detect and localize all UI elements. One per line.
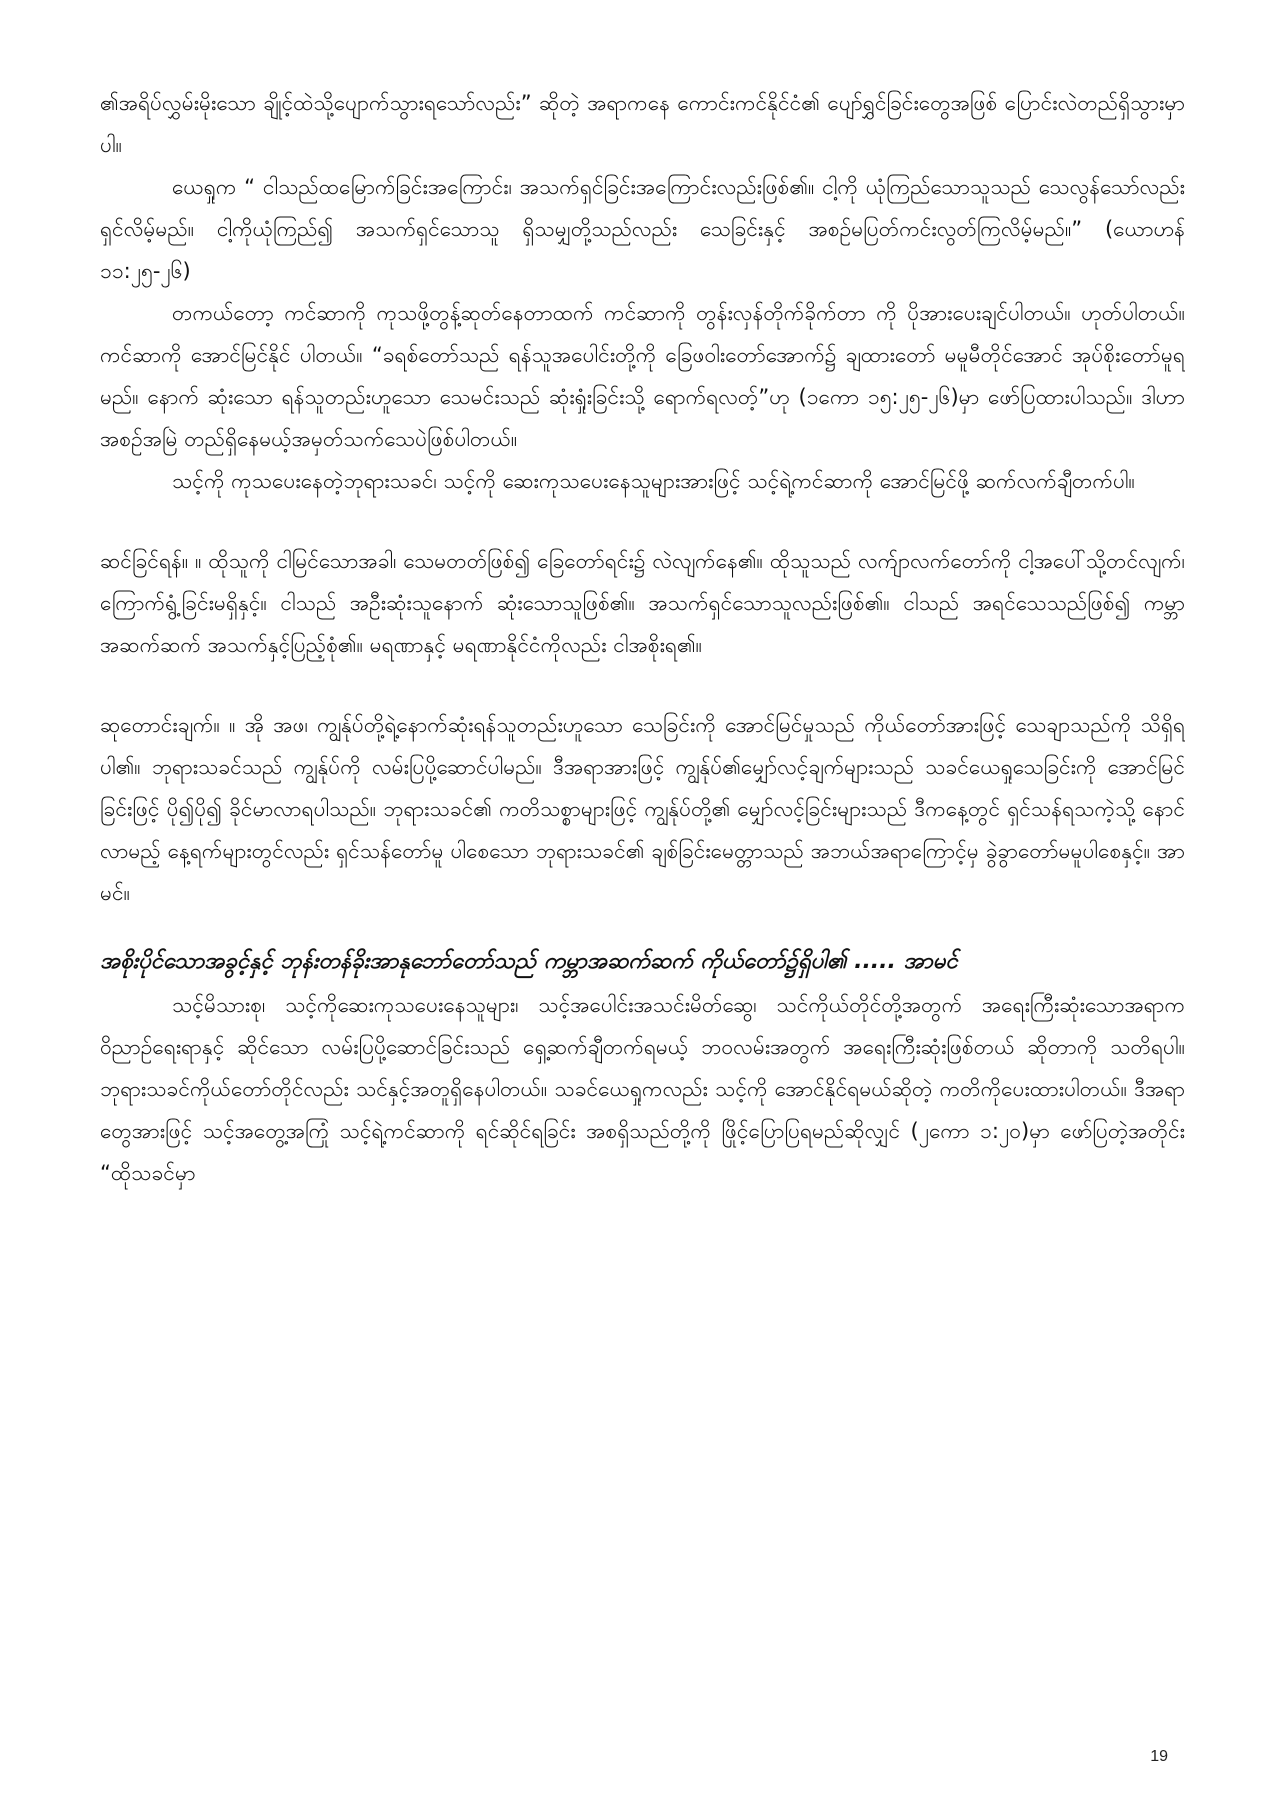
- paragraph-fight-cancer: တကယ်တော့ ကင်ဆာကို ကုသဖို့တွန့်ဆုတ်နေတာထက် ကင်ဆာကို တွန်းလှန်တိုက်ခိုက်တာ ကို ပိုအားပေးချင်ပါတယ်။ ဟုတ်ပါတယ်။ ကင်ဆာကို အောင်မြင်နိုင် ပါတယ်။ “ခရစ်တော်သည် ရန်သူအပေါင်းတို့ကို ခြေဖဝါးတော်အောက်၌ ချထားတော် မမူမီတိုင်အောင် အုပ်စိုးတော်မူရမည်။ နောက် ဆုံးသော ရန်သူတည်းဟူသော သေမင်းသည် ဆုံးရှုံးခြင်းသို့ ရောက်ရလတ့်”ဟု (၁ကော ၁၅:၂၅-၂၆)မှာ ဖော်ပြထားပါသည်။ ဒါဟာ အစဉ်အမြဲ တည်ရှိနေမယ့်အမှတ်သက်သေပဲဖြစ်ပါတယ်။: [100, 301, 1185, 451]
- document-page: [100, 82, 1185, 1732]
- spacer: [100, 914, 1185, 940]
- paragraph-reflection: ဆင်ခြင်ရန်။ ။ ထိုသူကို ငါမြင်သောအခါ၊ သေမတတ်ဖြစ်၍ ခြေတော်ရင်း၌ လဲလျက်နေ၏။ ထိုသူသည် လက်ျာလက်တော်ကို ငါ့အပေါ်သို့တင်လျက်၊ ကြောက်ရွံ့ခြင်းမရှိနှင့်။ ငါသည် အဦးဆုံးသူနောက် ဆုံးသောသူဖြစ်၏။ အသက်ရှင်သောသူလည်းဖြစ်၏။ ငါသည် အရင်သေသည်ဖြစ်၍ ကမ္ဘာအဆက်ဆက် အသက်နှင့်ပြည့်စုံ၏။ မရဏာနှင့် မရဏာနိုင်ငံကိုလည်း ငါအစိုးရ၏။: [100, 549, 1185, 657]
- paragraph-scripture-john: ယေရှုက “ ငါသည်ထမြောက်ခြင်းအကြောင်း၊ အသက်ရှင်ခြင်းအကြောင်းလည်းဖြစ်၏။ ငါ့ကို ယုံကြည်သောသူသည် သေလွန်သော်လည်း ရှင်လိမ့်မည်။ ငါ့ကိုယုံကြည်၍ အသက်ရှင်သောသူ ရှိသမျှတို့သည်လည်း သေခြင်းနှင့် အစဉ်မပြတ်ကင်းလွတ်ကြလိမ့်မည်။” (ယောဟန် ၁၁:၂၅-၂၆): [100, 175, 1185, 283]
- spacer: [100, 666, 1185, 704]
- paragraph-continuation: ၏အရိပ်လွှမ်းမိုးသော ချိုင့်ထဲသို့ပျောက်သွားရသော်လည်း” ဆိုတဲ့ အရာကနေ ကောင်းကင်နိုင်ငံ၏ ပျော်ရွှင်ခြင်းတွေအဖြစ် ပြောင်းလဲတည်ရှိသွားမှာပါ။: [100, 91, 1185, 157]
- page-number: 19: [1150, 1748, 1168, 1765]
- section-heading: အစိုးပိုင်သောအခွင့်နှင့် ဘုန်းတန်ခိုးအာနုဘော်တော်သည် ကမ္ဘာအဆက်ဆက် ကိုယ်တော်၌ရှိပါ၏ ..... အာမင်: [100, 949, 958, 974]
- paragraph-encouragement: သင့်ကို ကုသပေးနေတဲ့ဘုရားသခင်၊ သင့်ကို ဆေးကုသပေးနေသူများအားဖြင့် သင့်ရဲ့ကင်ဆာကို အောင်မြင်ဖို့ ဆက်လက်ချီတက်ပါ။: [172, 469, 1135, 493]
- spacer: [100, 502, 1185, 540]
- paragraph-prayer: ဆုတောင်းချက်။ ။ အို အဖ၊ ကျွန်ုပ်တို့ရဲ့နောက်ဆုံးရန်သူတည်းဟူသော သေခြင်းကို အောင်မြင်မှုသည် ကိုယ်တော်အားဖြင့် သေချာသည်ကို သိရှိရပါ၏။ ဘုရားသခင်သည် ကျွန်ုပ်ကို လမ်းပြပို့ဆောင်ပါမည်။ ဒီအရာအားဖြင့် ကျွန်ုပ်၏မျှော်လင့်ချက်များသည် သခင်ယေရှုသေခြင်းကို အောင်မြင်ခြင်းဖြင့် ပို၍ပို၍ ခိုင်မာလာရပါသည်။ ဘုရားသခင်၏ ကတိသစ္စာများဖြင့် ကျွန်ုပ်တို့၏ မျှော်လင့်ခြင်းများသည် ဒီကနေ့တွင် ရှင်သန်ရသကဲ့သို့ နောင်လာမည့် နေ့ရက်များတွင်လည်း ရှင်သန်တော်မူ ပါစေသော ဘုရားသခင်၏ ချစ်ခြင်းမေတ္တာသည် အဘယ်အရာကြောင့်မှ ခွဲခွာတော်မမူပါစေနှင့်။ အာမင်။: [100, 713, 1185, 905]
- paragraph-family: သင့်မိသားစု၊ သင့်ကိုဆေးကုသပေးနေသူများ၊ သင့်အပေါင်းအသင်းမိတ်ဆွေ၊ သင်ကိုယ်တိုင်တို့အတွက် အရေးကြီးဆုံးသောအရာက ဝိညာဉ်ရေးရာနှင့် ဆိုင်သော လမ်းပြပို့ဆောင်ခြင်းသည် ရှေ့ဆက်ချီတက်ရမယ့် ဘဝလမ်းအတွက် အရေးကြီးဆုံးဖြစ်တယ် ဆိုတာကို သတိရပါ။ ဘုရားသခင်ကိုယ်တော်တိုင်လည်း သင်နှင့်အတူရှိနေပါတယ်။ သခင်ယေရှုကလည်း သင့်ကို အောင်နိုင်ရမယ်ဆိုတဲ့ ကတိကိုပေးထားပါတယ်။ ဒီအရာတွေအားဖြင့် သင့်အတွေ့အကြုံ သင့်ရဲ့ကင်ဆာကို ရင်ဆိုင်ရခြင်း အစရှိသည်တို့ကို ဖြိုင့်ပြောပြရမည်ဆိုလျှင် (၂ကော ၁:၂၀)မှာ ဖော်ပြတဲ့အတိုင်း “ထိုသခင်မှာ: [100, 993, 1185, 1185]
